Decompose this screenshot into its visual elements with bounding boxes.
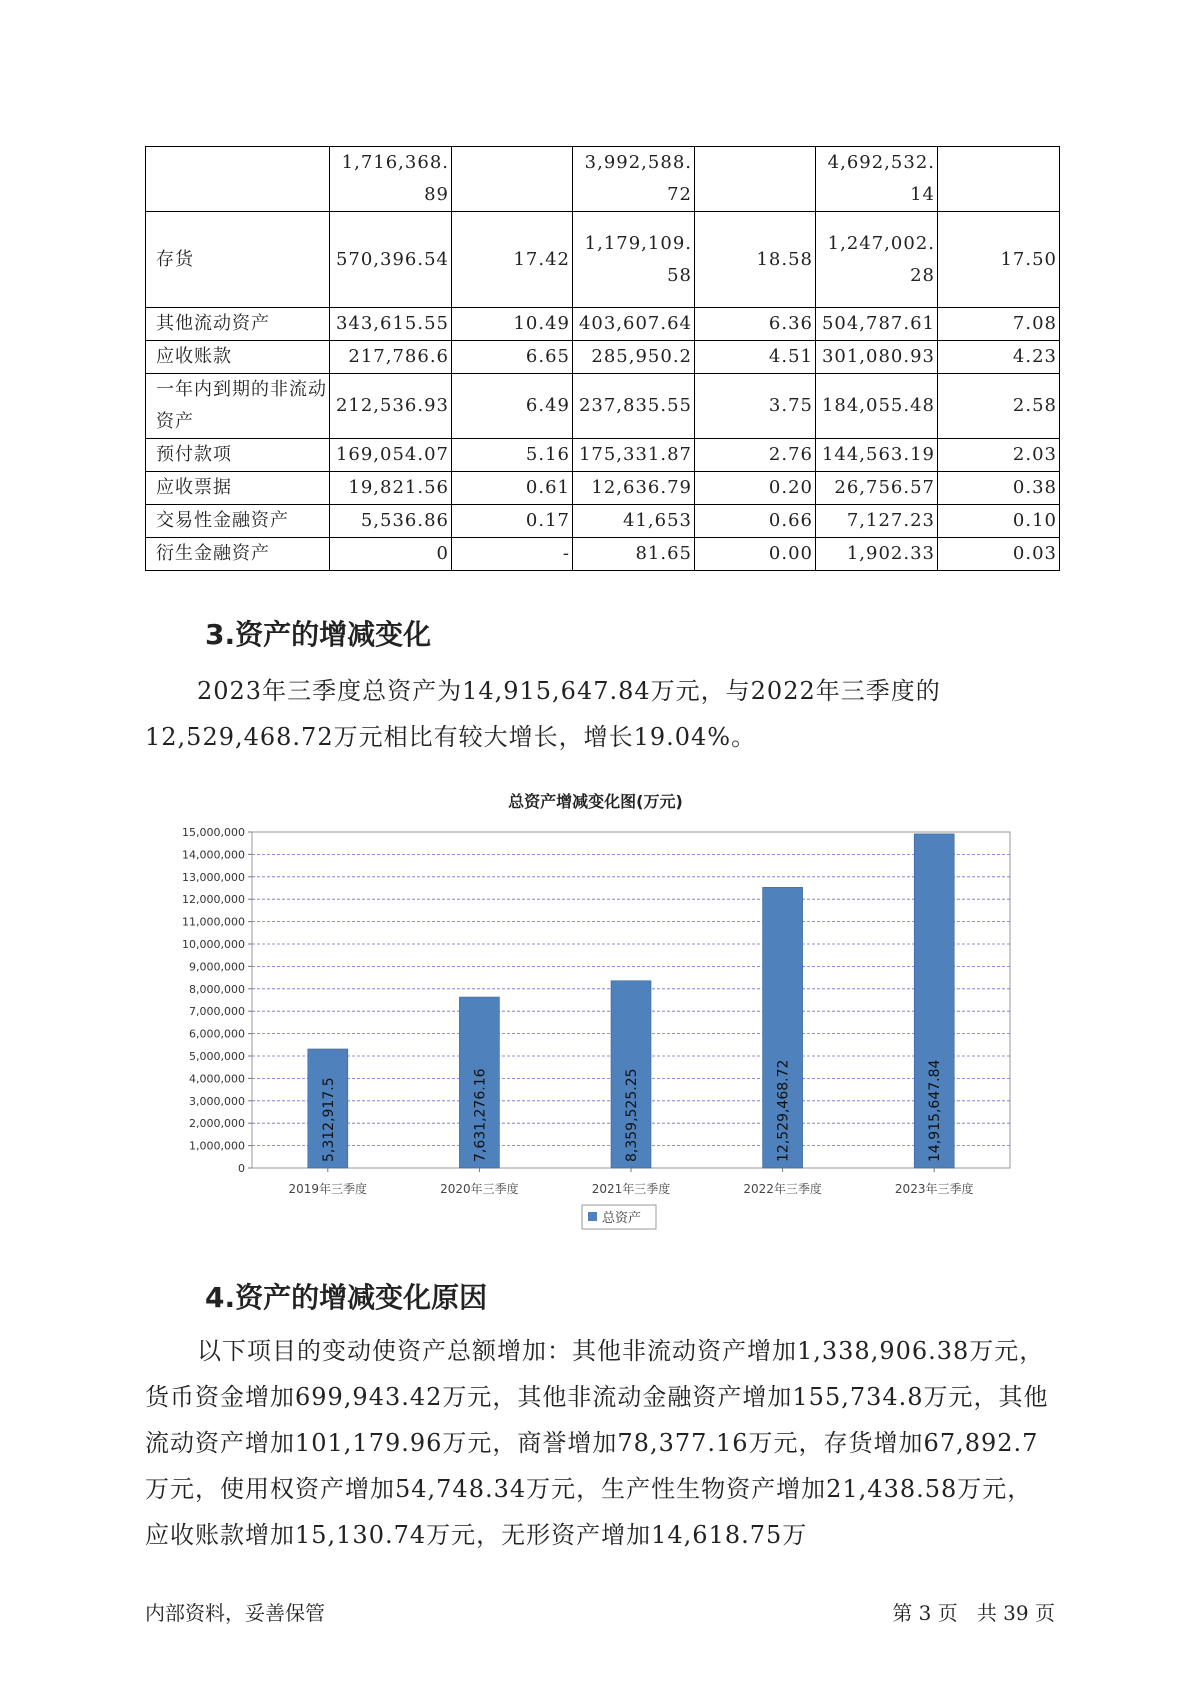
table-body: [146, 147, 1060, 571]
percent-cell: 4.23: [938, 341, 1060, 374]
value-cell: 301,080.93: [816, 341, 938, 374]
item-name-cell: 交易性金融资产: [146, 505, 330, 538]
value-cell: 26,756.57: [816, 472, 938, 505]
table-row: [146, 341, 1060, 374]
section4-heading: 4.资产的增减变化原因: [205, 1281, 488, 1314]
y-tick-label: 9,000,000: [189, 960, 245, 974]
y-tick-label: 14,000,000: [182, 848, 245, 862]
value-cell: 504,787.61: [816, 308, 938, 341]
footer-left: 内部资料，妥善保管: [145, 1601, 325, 1625]
value-cell: 169,054.07: [330, 439, 452, 472]
value-cell: 3,992,588.72: [573, 147, 695, 212]
table-row: [146, 308, 1060, 341]
section3-paragraph: 2023年三季度总资产为14,915,647.84万元，与2022年三季度的12,529,468.72万元相比有较大增长，增长19.04%。: [145, 677, 941, 751]
percent-cell: 6.65: [452, 341, 573, 374]
value-cell: 144,563.19: [816, 439, 938, 472]
chart-title: 总资产增减变化图(万元): [508, 792, 683, 811]
x-tick-label: 2020年三季度: [440, 1182, 519, 1196]
percent-cell: 0.17: [452, 505, 573, 538]
y-tick-label: 13,000,000: [182, 870, 245, 884]
y-tick-label: 1,000,000: [189, 1139, 245, 1153]
value-cell: 0: [330, 538, 452, 571]
item-name-cell: 应收账款: [146, 341, 330, 374]
value-cell: 1,247,002.28: [816, 212, 938, 308]
item-name-cell: [146, 147, 330, 212]
value-cell: 237,835.55: [573, 374, 695, 439]
table-row: [146, 212, 1060, 308]
value-cell: 217,786.6: [330, 341, 452, 374]
footer-page-number: 第 3 页 共 39 页: [892, 1601, 1055, 1625]
value-cell: 175,331.87: [573, 439, 695, 472]
percent-cell: 0.03: [938, 538, 1060, 571]
value-cell: 5,536.86: [330, 505, 452, 538]
value-cell: 1,179,109.58: [573, 212, 695, 308]
table-row: [146, 439, 1060, 472]
value-cell: 19,821.56: [330, 472, 452, 505]
value-cell: 570,396.54: [330, 212, 452, 308]
bar-value-label: 5,312,917.5: [320, 1077, 337, 1162]
legend-swatch: [588, 1212, 597, 1221]
percent-cell: 18.58: [695, 212, 816, 308]
item-name-cell: 其他流动资产: [146, 308, 330, 341]
asset-bar-chart: [150, 820, 1030, 1240]
legend-label: 总资产: [602, 1211, 642, 1226]
value-cell: 1,902.33: [816, 538, 938, 571]
y-tick-label: 15,000,000: [182, 826, 245, 839]
percent-cell: 0.00: [695, 538, 816, 571]
table-row: [146, 472, 1060, 505]
y-tick-label: 5,000,000: [189, 1050, 245, 1063]
item-name-cell: 预付款项: [146, 439, 330, 472]
percent-cell: [695, 147, 816, 212]
percent-cell: 10.49: [452, 308, 573, 341]
bar-value-label: 14,915,647.84: [927, 1059, 944, 1162]
y-tick-label: 8,000,000: [189, 982, 245, 996]
table-row: [146, 147, 1060, 212]
value-cell: 41,653: [573, 505, 695, 538]
bar-value-label: 7,631,276.16: [472, 1068, 489, 1162]
y-tick-label: 0: [238, 1162, 245, 1175]
y-tick-label: 7,000,000: [189, 1005, 245, 1019]
x-tick-label: 2022年三季度: [743, 1182, 822, 1196]
value-cell: 212,536.93: [330, 374, 452, 439]
value-cell: 343,615.55: [330, 308, 452, 341]
section3-heading: 3.资产的增减变化: [205, 618, 432, 651]
percent-cell: 4.51: [695, 341, 816, 374]
percent-cell: 2.58: [938, 374, 1060, 439]
value-cell: 285,950.2: [573, 341, 695, 374]
percent-cell: 0.61: [452, 472, 573, 505]
percent-cell: 17.50: [938, 212, 1060, 308]
percent-cell: 6.49: [452, 374, 573, 439]
item-name-cell: 一年内到期的非流动资产: [146, 374, 330, 439]
table-row: [146, 538, 1060, 571]
section4-paragraph: 以下项目的变动使资产总额增加：其他非流动资产增加1,338,906.38万元，货币资金增加699,943.42万元，其他非流动金融资产增加155,734.8万元，其他流动资产增加101,179.96万元，商誉增加78,377.16万元，存货增加67,892.7万元，使用权资产增加54,748.34万元，生产性生物资产增加21,438.58万元，应收账款增加15,130.74万元，无形资产增加14,618.75万: [145, 1337, 1049, 1549]
percent-cell: [938, 147, 1060, 212]
y-tick-label: 11,000,000: [182, 915, 245, 929]
item-name-cell: 衍生金融资产: [146, 538, 330, 571]
x-tick-label: 2021年三季度: [591, 1182, 671, 1196]
value-cell: 403,607.64: [573, 308, 695, 341]
percent-cell: [452, 147, 573, 212]
table-row: [146, 374, 1060, 439]
percent-cell: 5.16: [452, 439, 573, 472]
item-name-cell: 应收票据: [146, 472, 330, 505]
y-tick-label: 4,000,000: [189, 1072, 245, 1086]
y-tick-label: 10,000,000: [182, 938, 245, 951]
x-tick-label: 2019年三季度: [288, 1182, 368, 1196]
percent-cell: -: [452, 538, 573, 571]
percent-cell: 0.20: [695, 472, 816, 505]
percent-cell: 2.03: [938, 439, 1060, 472]
value-cell: 81.65: [573, 538, 695, 571]
value-cell: 184,055.48: [816, 374, 938, 439]
asset-table: [145, 146, 1060, 571]
percent-cell: 2.76: [695, 439, 816, 472]
bar-value-label: 12,529,468.72: [775, 1059, 792, 1162]
value-cell: 12,636.79: [573, 472, 695, 505]
y-tick-label: 2,000,000: [189, 1117, 245, 1131]
table-row: [146, 505, 1060, 538]
y-tick-label: 3,000,000: [189, 1094, 245, 1108]
bar-value-label: 8,359,525.25: [624, 1068, 640, 1162]
percent-cell: 6.36: [695, 308, 816, 341]
percent-cell: 7.08: [938, 308, 1060, 341]
value-cell: 4,692,532.14: [816, 147, 938, 212]
x-tick-label: 2023年三季度: [894, 1182, 974, 1196]
value-cell: 1,716,368.89: [330, 147, 452, 212]
percent-cell: 17.42: [452, 212, 573, 308]
percent-cell: 0.66: [695, 505, 816, 538]
item-name-cell: 存货: [146, 212, 330, 308]
percent-cell: 0.10: [938, 505, 1060, 538]
y-tick-label: 6,000,000: [189, 1027, 245, 1041]
percent-cell: 0.38: [938, 472, 1060, 505]
value-cell: 7,127.23: [816, 505, 938, 538]
y-tick-label: 12,000,000: [182, 893, 245, 907]
percent-cell: 3.75: [695, 374, 816, 439]
